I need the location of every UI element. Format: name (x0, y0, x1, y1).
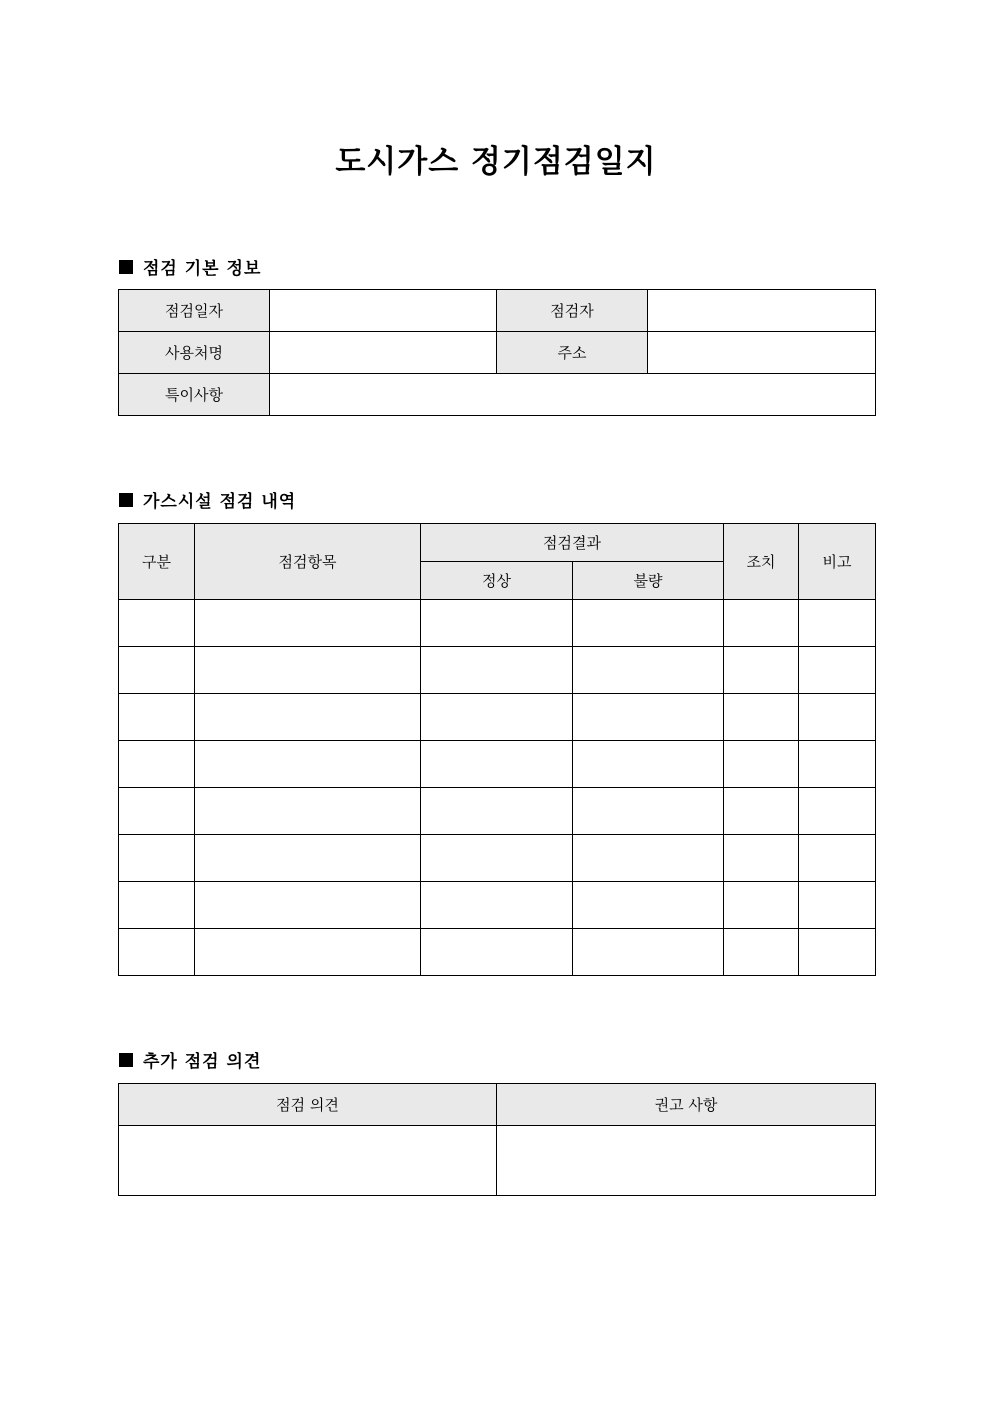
table-header-row (119, 1084, 876, 1126)
normal-cell[interactable] (421, 882, 573, 929)
item-cell[interactable] (195, 788, 421, 835)
normal-header: 정상 (421, 562, 573, 600)
page-title: 도시가스 정기점검일지 (335, 144, 657, 180)
inspector-label: 점검자 (497, 290, 648, 332)
normal-cell[interactable] (421, 929, 573, 976)
category-cell[interactable] (119, 741, 195, 788)
item-cell[interactable] (195, 600, 421, 647)
inspector-field[interactable] (648, 290, 876, 332)
item-cell[interactable] (195, 882, 421, 929)
section-heading-text: 가스시설 점검 내역 (143, 492, 297, 512)
category-cell[interactable] (119, 788, 195, 835)
category-header: 구분 (119, 524, 195, 600)
defect-cell[interactable] (573, 741, 724, 788)
item-cell[interactable] (195, 694, 421, 741)
normal-cell[interactable] (421, 647, 573, 694)
remarks-cell[interactable] (799, 741, 876, 788)
date-field[interactable] (270, 290, 497, 332)
normal-cell[interactable] (421, 835, 573, 882)
normal-cell[interactable] (421, 788, 573, 835)
section-heading-basic-info (119, 254, 261, 279)
category-cell[interactable] (119, 694, 195, 741)
table-row (119, 694, 876, 741)
table-row (119, 290, 876, 332)
remarks-cell[interactable] (799, 882, 876, 929)
table-row (119, 374, 876, 416)
opinion-table (118, 1083, 876, 1196)
defect-cell[interactable] (573, 600, 724, 647)
table-row (119, 332, 876, 374)
table-header-row (119, 524, 876, 562)
category-cell[interactable] (119, 929, 195, 976)
section-heading-opinion (119, 1047, 261, 1072)
item-header: 점검항목 (195, 524, 421, 600)
defect-cell[interactable] (573, 694, 724, 741)
action-cell[interactable] (724, 835, 799, 882)
table-row (119, 647, 876, 694)
defect-header: 불량 (573, 562, 724, 600)
defect-cell[interactable] (573, 929, 724, 976)
section-heading-inspection (119, 487, 296, 512)
table-row (119, 600, 876, 647)
section-heading-text: 점검 기본 정보 (143, 259, 262, 279)
inspection-table-body (119, 600, 876, 976)
table-row (119, 835, 876, 882)
category-cell[interactable] (119, 647, 195, 694)
action-cell[interactable] (724, 882, 799, 929)
normal-cell[interactable] (421, 741, 573, 788)
category-cell[interactable] (119, 882, 195, 929)
category-cell[interactable] (119, 600, 195, 647)
normal-cell[interactable] (421, 694, 573, 741)
action-header: 조치 (724, 524, 799, 600)
defect-cell[interactable] (573, 835, 724, 882)
basic-info-table (118, 289, 876, 416)
action-cell[interactable] (724, 647, 799, 694)
recommendation-field[interactable] (497, 1126, 876, 1196)
user-field[interactable] (270, 332, 497, 374)
item-cell[interactable] (195, 929, 421, 976)
defect-cell[interactable] (573, 882, 724, 929)
action-cell[interactable] (724, 694, 799, 741)
table-row (119, 1126, 876, 1196)
table-row (119, 788, 876, 835)
table-row (119, 882, 876, 929)
table-row (119, 929, 876, 976)
address-label: 주소 (497, 332, 648, 374)
remarks-cell[interactable] (799, 835, 876, 882)
opinion-field[interactable] (119, 1126, 497, 1196)
normal-cell[interactable] (421, 600, 573, 647)
action-cell[interactable] (724, 929, 799, 976)
action-cell[interactable] (724, 741, 799, 788)
opinion-header: 점검 의견 (119, 1084, 497, 1126)
table-row (119, 741, 876, 788)
recommendation-header: 권고 사항 (497, 1084, 876, 1126)
date-label: 점검일자 (119, 290, 270, 332)
remarks-cell[interactable] (799, 788, 876, 835)
category-cell[interactable] (119, 835, 195, 882)
user-label: 사용처명 (119, 332, 270, 374)
action-cell[interactable] (724, 600, 799, 647)
remarks-cell[interactable] (799, 694, 876, 741)
remarks-cell[interactable] (799, 647, 876, 694)
defect-cell[interactable] (573, 788, 724, 835)
action-cell[interactable] (724, 788, 799, 835)
square-bullet-icon (119, 1053, 133, 1067)
notes-field[interactable] (270, 374, 876, 416)
item-cell[interactable] (195, 835, 421, 882)
square-bullet-icon (119, 493, 133, 507)
remarks-header: 비고 (799, 524, 876, 600)
item-cell[interactable] (195, 647, 421, 694)
remarks-cell[interactable] (799, 600, 876, 647)
result-header: 점검결과 (421, 524, 724, 562)
section-heading-text: 추가 점검 의견 (143, 1052, 262, 1072)
square-bullet-icon (119, 260, 133, 274)
defect-cell[interactable] (573, 647, 724, 694)
address-field[interactable] (648, 332, 876, 374)
remarks-cell[interactable] (799, 929, 876, 976)
inspection-table (118, 523, 876, 976)
item-cell[interactable] (195, 741, 421, 788)
notes-label: 특이사항 (119, 374, 270, 416)
